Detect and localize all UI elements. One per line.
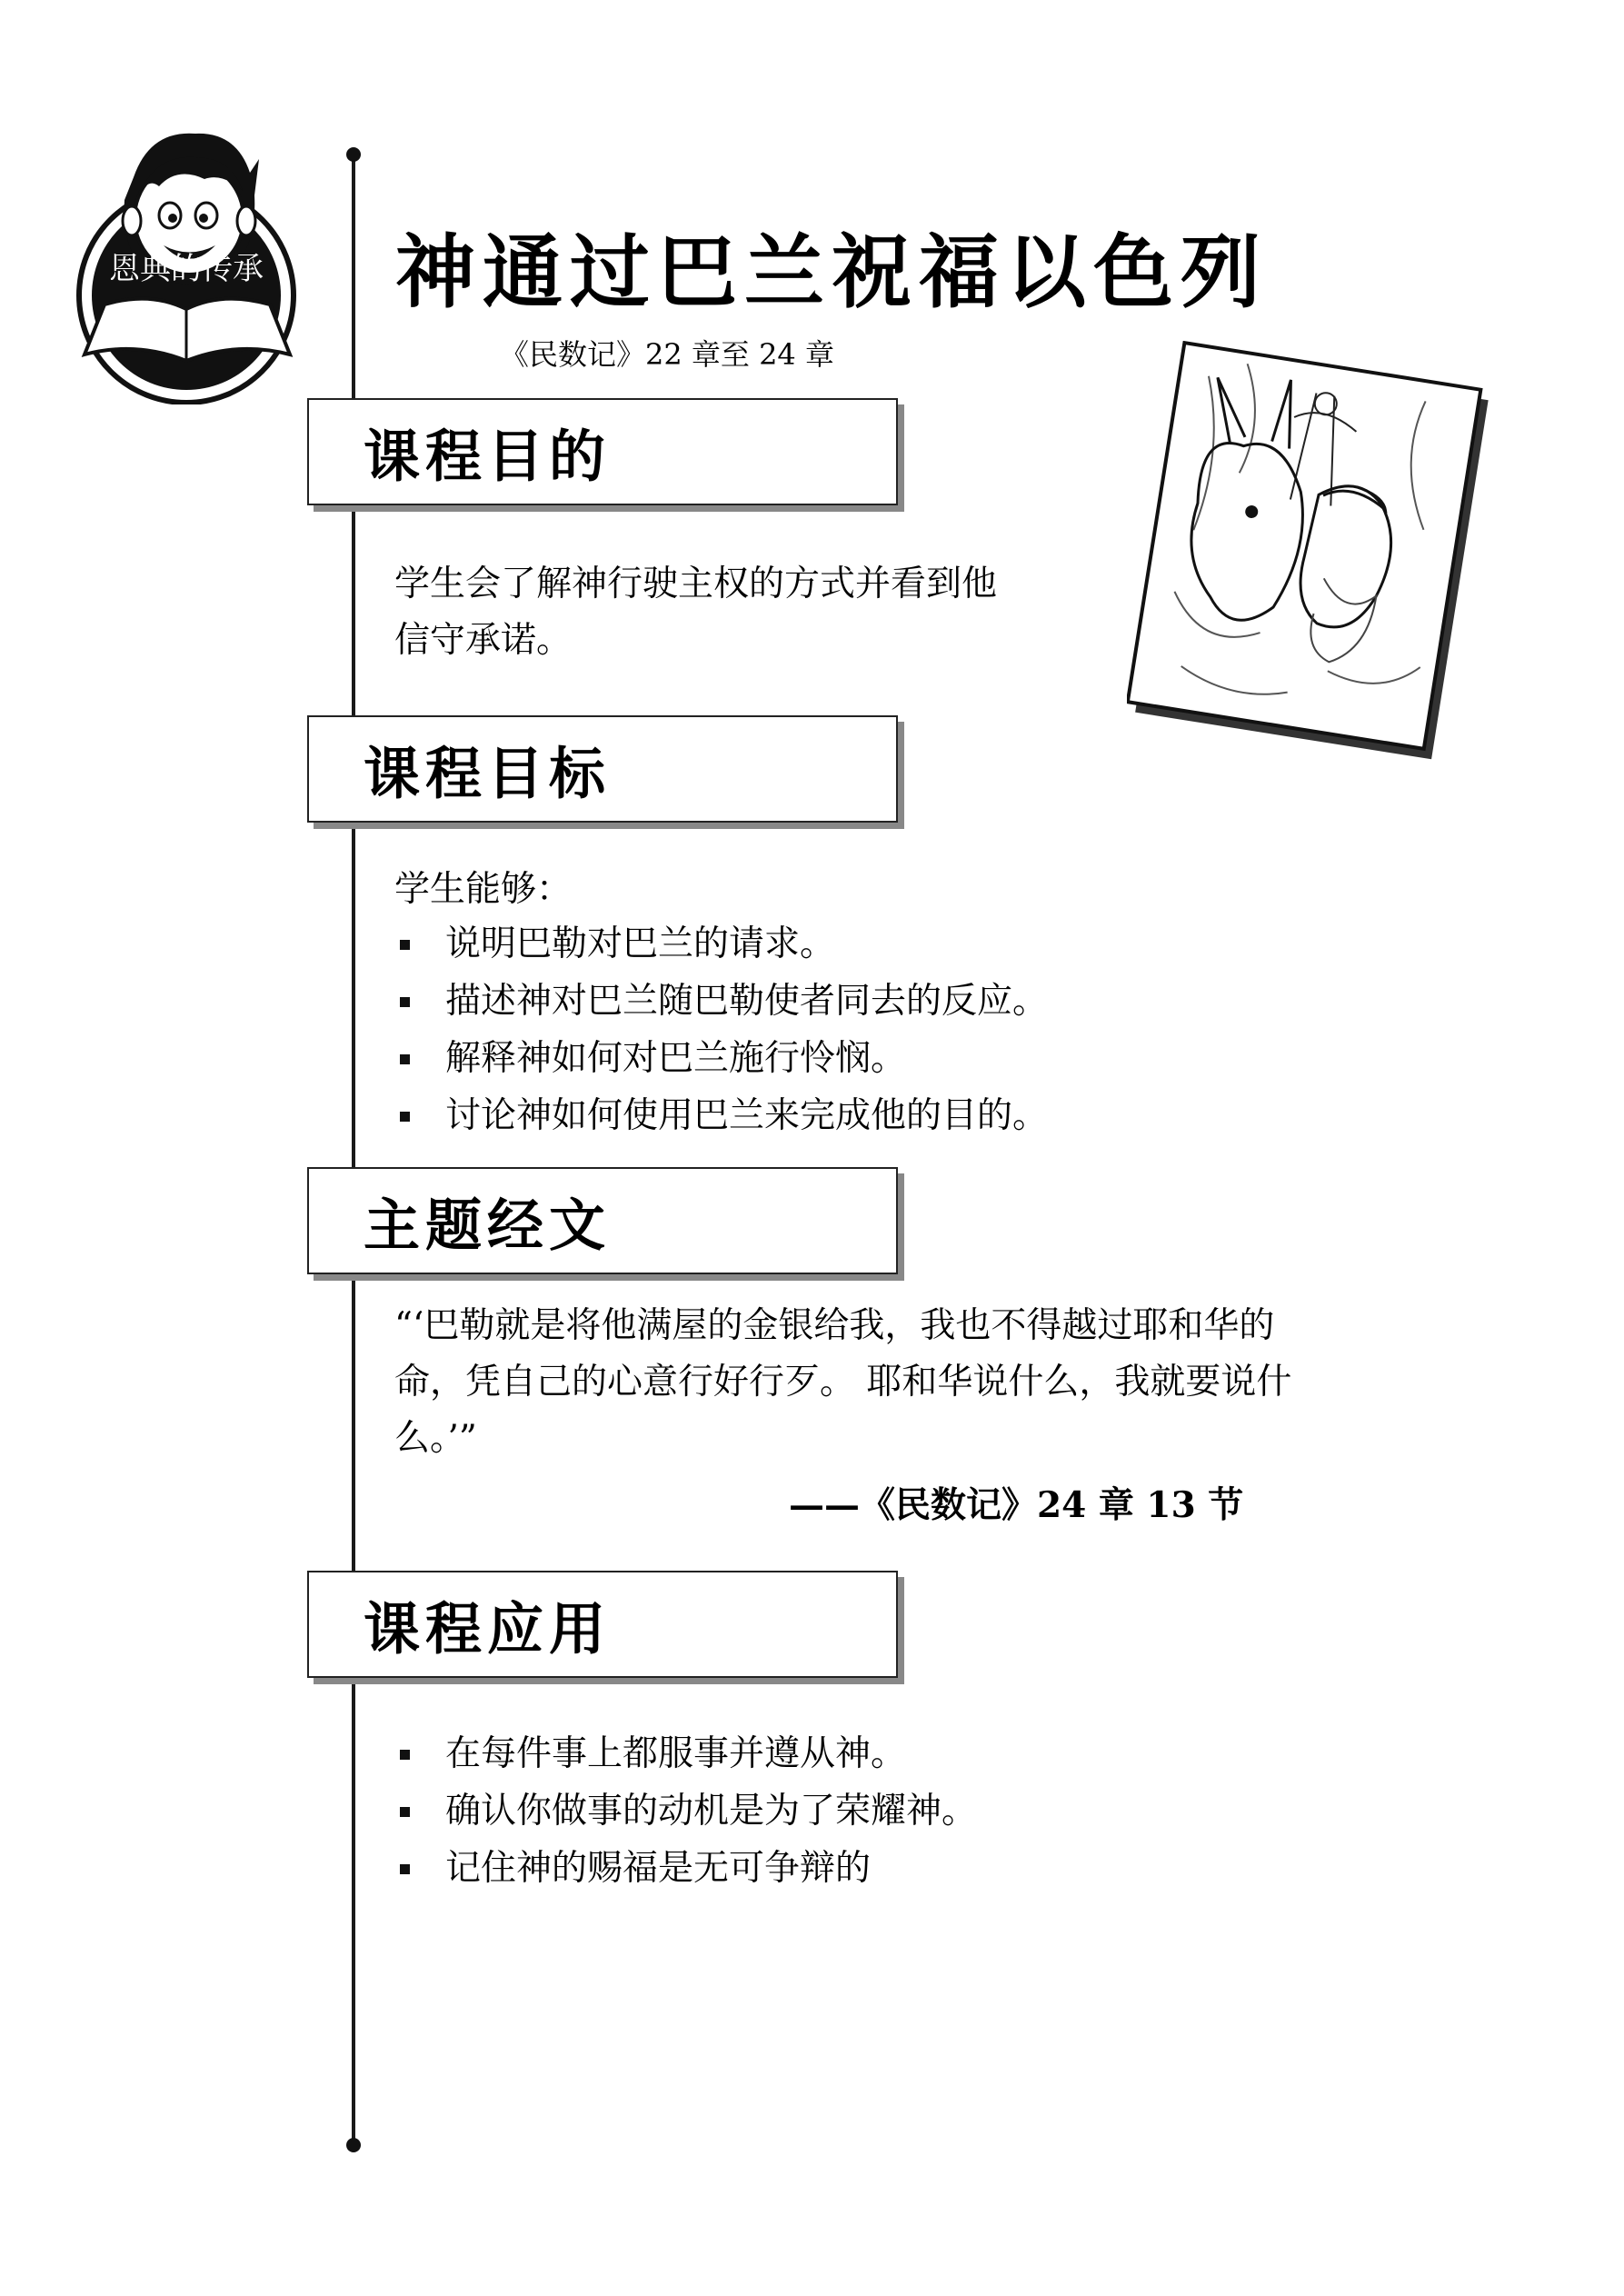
timeline-dot-top [346,147,361,162]
aim-line-1: 学生会了解神行驶主权的方式并看到他 [394,564,998,604]
legacy-of-grace-logo [68,123,304,404]
key-verse-line-2: 命，凭自己的心意行好行歹。 耶和华说什么，我就要说什 [394,1362,1292,1403]
heading-key-verse-text: 主题经文 [364,1192,612,1259]
aim-text [394,556,997,669]
list-item: 讨论神如何使用巴兰来完成他的目的。 [394,1087,1048,1144]
application-list [394,1725,977,1897]
aim-line-2: 信守承诺。 [394,620,573,661]
list-item: 说明巴勒对巴兰的请求。 [394,915,1048,973]
list-item: 描述神对巴兰随巴勒使者同去的反应。 [394,973,1048,1030]
section-heading-application [307,1571,898,1678]
heading-objectives-text: 课程目标 [364,740,612,807]
timeline-dot-bottom [346,2138,361,2152]
lesson-title: 神通过巴兰祝福以色列 [395,225,1269,319]
key-verse-text [394,1298,1291,1467]
list-item: 在每件事上都服事并遵从神。 [394,1725,977,1782]
objectives-intro: 学生能够： [394,869,573,910]
key-verse-line-3: 么。’” [394,1418,477,1459]
heading-aim-text: 课程目的 [364,423,612,490]
list-item: 确认你做事的动机是为了荣耀神。 [394,1782,977,1840]
key-verse-attribution: ——《民数记》24 章 13 节 [789,1484,1244,1526]
list-item: 记住神的赐福是无可争辩的 [394,1840,977,1897]
section-heading-key-verse [307,1167,898,1274]
scripture-reference: 《民数记》22 章至 24 章 [500,337,834,372]
section-heading-aim [307,398,898,505]
balaam-donkey-illustration [1127,341,1509,777]
logo-text: 恩典的传承 [109,251,264,287]
list-item: 解释神如何对巴兰施行怜悯。 [394,1030,1048,1087]
objectives-list [394,915,1048,1144]
key-verse-line-1: “‘巴勒就是将他满屋的金银给我，我也不得越过耶和华的 [394,1305,1275,1346]
section-heading-objectives [307,715,898,823]
heading-application-text: 课程应用 [364,1595,612,1662]
